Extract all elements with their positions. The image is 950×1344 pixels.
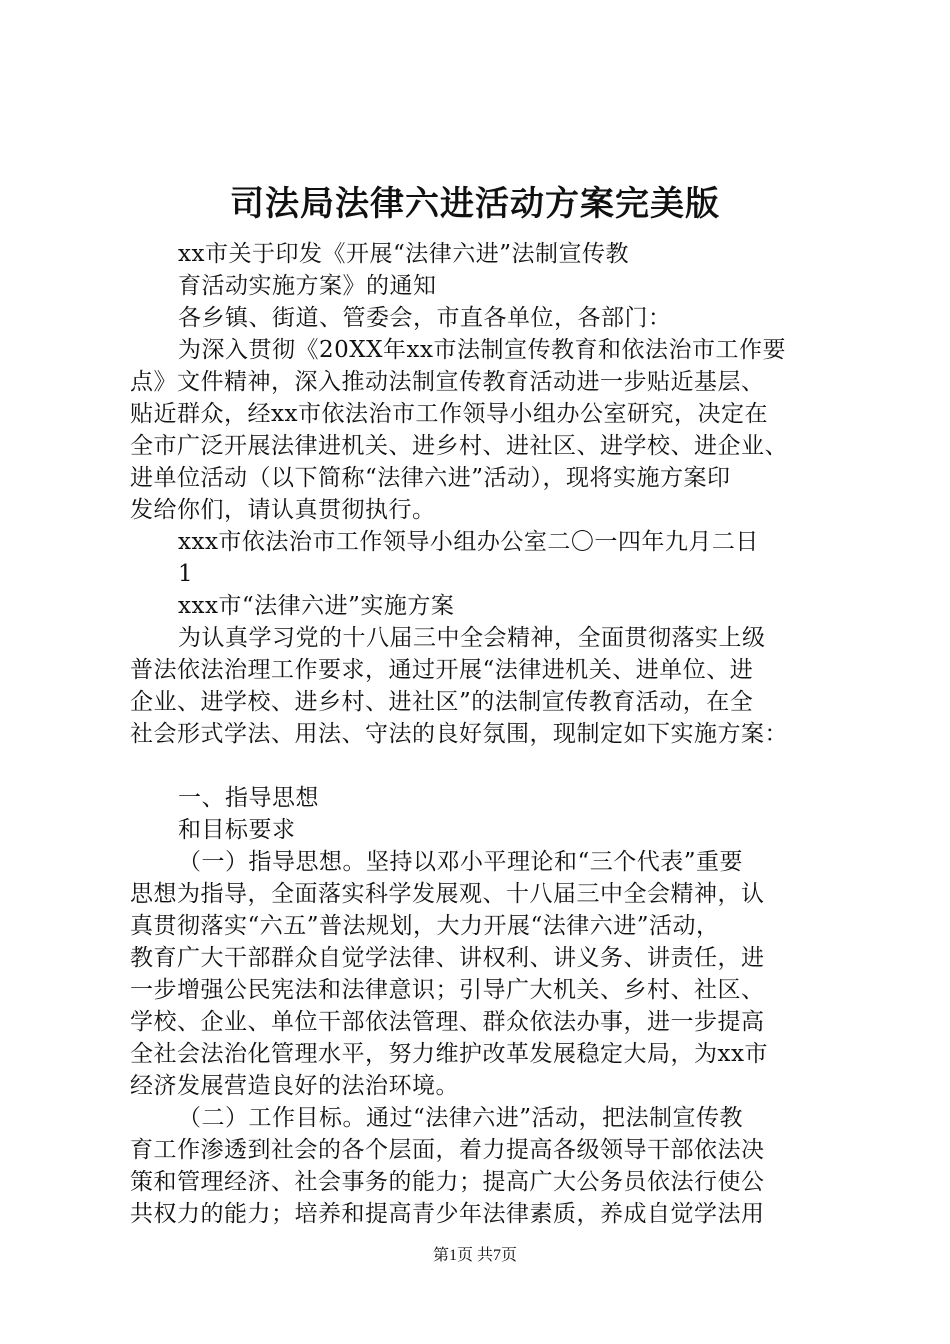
text-line: （二）工作目标。通过“法律六进”活动，把法制宣传教 bbox=[178, 1105, 744, 1131]
text-line: 全市广泛开展法律进机关、进乡村、进社区、进学校、进企业、 bbox=[130, 433, 788, 459]
text-line: 一步增强公民宪法和法律意识；引导广大机关、乡村、社区、 bbox=[130, 977, 765, 1003]
text-line: xxx市依法治市工作领导小组办公室二〇一四年九月二日 bbox=[178, 529, 759, 555]
document-title: 司法局法律六进活动方案完美版 bbox=[230, 184, 720, 224]
text-line: 育活动实施方案》的通知 bbox=[178, 273, 437, 299]
text-line: 策和管理经济、社会事务的能力；提高广大公务员依法行使公 bbox=[130, 1169, 765, 1195]
text-line: 育工作渗透到社会的各个层面，着力提高各级领导干部依法决 bbox=[130, 1137, 765, 1163]
text-line: 和目标要求 bbox=[178, 817, 296, 843]
text-line: 企业、进学校、进乡村、进社区”的法制宣传教育活动，在全 bbox=[130, 689, 754, 715]
text-line: 共权力的能力；培养和提高青少年法律素质，养成自觉学法用 bbox=[130, 1201, 765, 1227]
text-line: 一、指导思想 bbox=[178, 785, 319, 811]
text-line: 思想为指导，全面落实科学发展观、十八届三中全会精神，认 bbox=[130, 881, 765, 907]
text-line: 为深入贯彻《20XX年xx市法制宣传教育和依法治市工作要 bbox=[178, 337, 786, 363]
text-line: （一）指导思想。坚持以邓小平理论和“三个代表”重要 bbox=[178, 849, 744, 875]
text-line: xx市关于印发《开展“法律六进”法制宣传教 bbox=[178, 241, 629, 267]
text-line: 普法依法治理工作要求，通过开展“法律进机关、进单位、进 bbox=[130, 657, 754, 683]
text-line: 1 bbox=[178, 561, 194, 587]
text-line: 点》文件精神，深入推动法制宣传教育活动进一步贴近基层、 bbox=[130, 369, 765, 395]
text-line: 全社会法治化管理水平，努力维护改革发展稳定大局，为xx市 bbox=[130, 1041, 768, 1067]
text-line: 进单位活动（以下简称“法律六进”活动），现将实施方案印 bbox=[130, 465, 731, 491]
text-line: xxx市“法律六进”实施方案 bbox=[178, 593, 455, 619]
text-line: 学校、企业、单位干部依法管理、群众依法办事，进一步提高 bbox=[130, 1009, 765, 1035]
text-line: 为认真学习党的十八届三中全会精神，全面贯彻落实上级 bbox=[178, 625, 766, 651]
text-line: 教育广大干部群众自觉学法律、讲权利、讲义务、讲责任，进 bbox=[130, 945, 765, 971]
text-line: 各乡镇、街道、管委会，市直各单位，各部门： bbox=[178, 305, 672, 331]
page-footer: 第1页 共7页 bbox=[432, 1247, 517, 1264]
text-line: 贴近群众，经xx市依法治市工作领导小组办公室研究，决定在 bbox=[130, 401, 768, 427]
text-line: 发给你们，请认真贯彻执行。 bbox=[130, 497, 436, 523]
text-line: 经济发展营造良好的法治环境。 bbox=[130, 1073, 459, 1099]
text-line: 社会形式学法、用法、守法的良好氛围，现制定如下实施方案： bbox=[130, 721, 788, 747]
text-line: 真贯彻落实“六五”普法规划，大力开展“法律六进”活动， bbox=[130, 913, 720, 939]
